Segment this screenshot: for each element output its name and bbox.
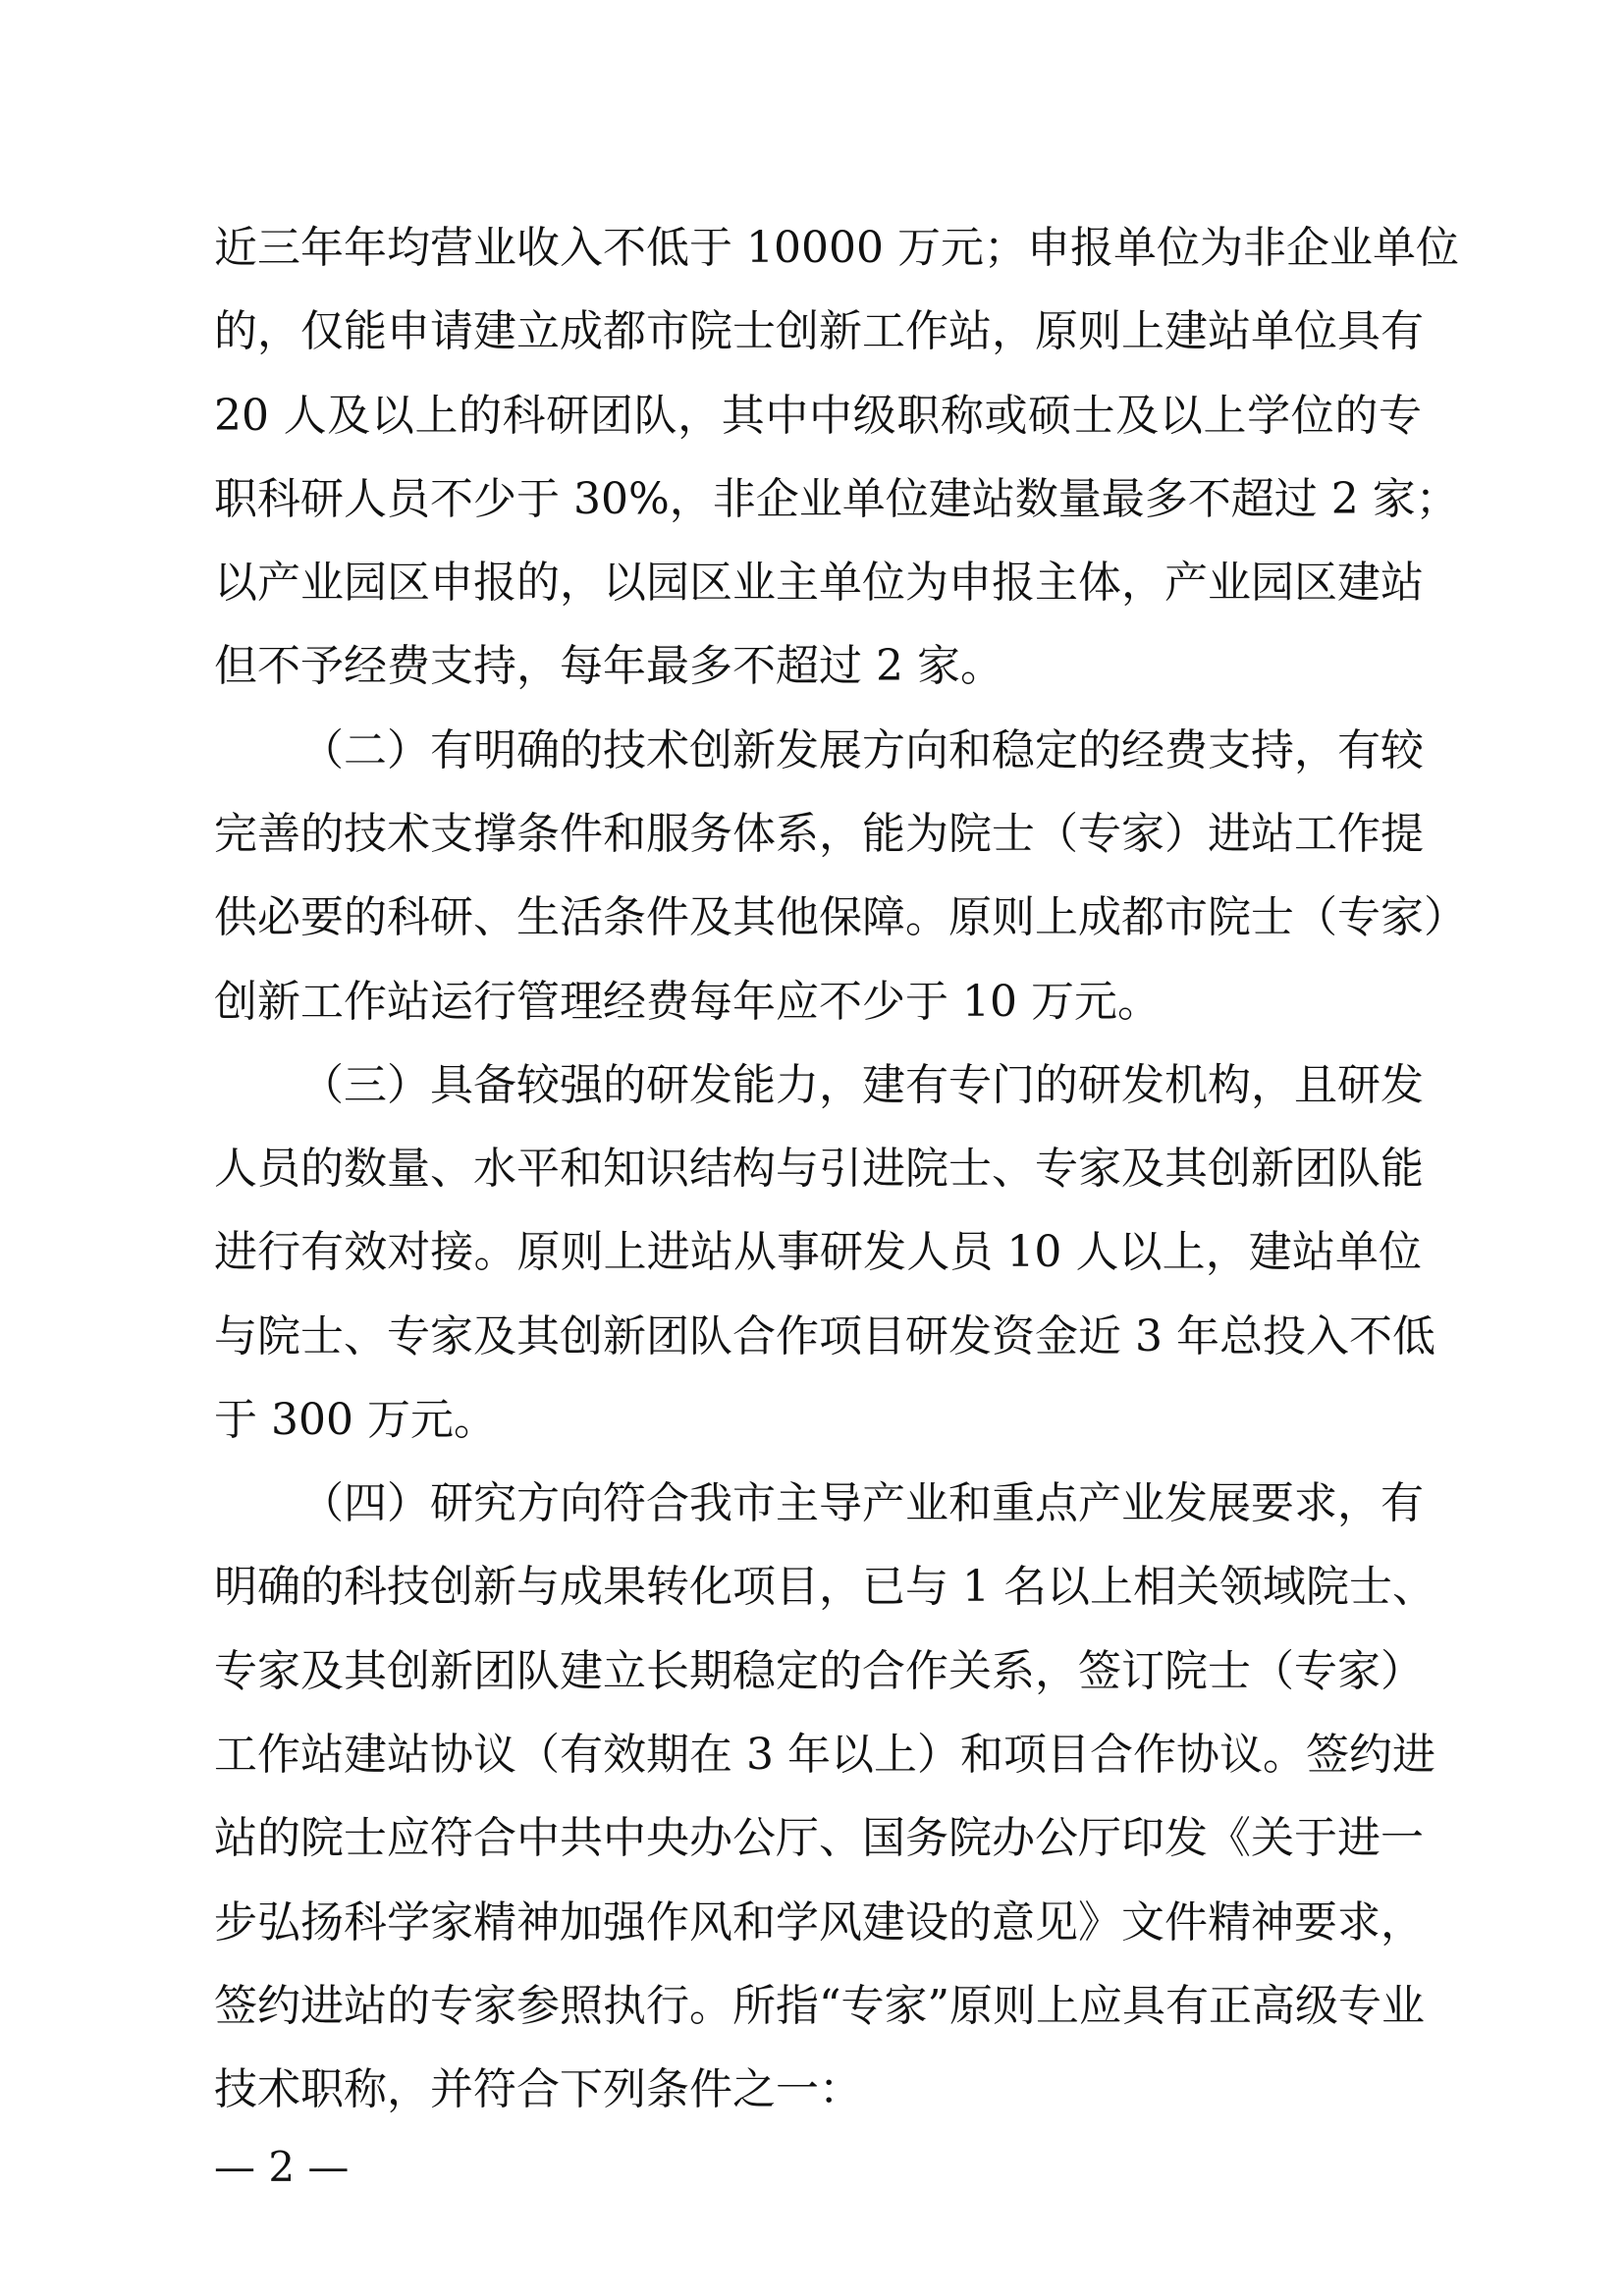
text-line: 人员的数量、水平和知识结构与引进院士、专家及其创新团队能 [214,1144,1424,1194]
text-line: 完善的技术支撑条件和服务体系，能为院士（专家）进站工作提 [214,809,1424,859]
text-line: 创新工作站运行管理经费每年应不少于 10 万元。 [214,977,1161,1027]
text-line: 20 人及以上的科研团队，其中中级职称或硕士及以上学位的专 [214,391,1422,441]
text-line: 进行有效对接。原则上进站从事研发人员 10 人以上，建站单位 [214,1227,1422,1277]
text-line: 以产业园区申报的，以园区业主单位为申报主体，产业园区建站 [214,558,1424,608]
text-line: 步弘扬科学家精神加强作风和学风建设的意见》文件精神要求， [214,1897,1424,1948]
text-line: 工作站建站协议（有效期在 3 年以上）和项目合作协议。签约进 [214,1730,1435,1780]
text-line: 但不予经费支持，每年最多不超过 2 家。 [214,641,1003,691]
text-line: 与院士、专家及其创新团队合作项目研发资金近 3 年总投入不低 [214,1311,1435,1362]
paragraph-three-first-line: （三）具备较强的研发能力，建有专门的研发机构，且研发 [300,1060,1424,1110]
text-line: 于 300 万元。 [214,1395,497,1445]
text-line: 站的院士应符合中共中央办公厅、国务院办公厅印发《关于进一 [214,1813,1424,1863]
text-line: 明确的科技创新与成果转化项目，已与 1 名以上相关领域院士、 [214,1562,1435,1612]
text-line: 近三年年均营业收入不低于 10000 万元；申报单位为非企业单位 [214,223,1459,273]
text-line: 职科研人员不少于 30%，非企业单位建站数量最多不超过 2 家； [214,474,1459,524]
paragraph-four-first-line: （四）研究方向符合我市主导产业和重点产业发展要求，有 [300,1478,1424,1528]
page-number: — 2 — [214,2143,350,2191]
text-line: 供必要的科研、生活条件及其他保障。原则上成都市院士（专家） [214,892,1467,942]
text-line: 专家及其创新团队建立长期稳定的合作关系，签订院士（专家） [214,1646,1424,1696]
paragraph-two-first-line: （二）有明确的技术创新发展方向和稳定的经费支持，有较 [300,725,1424,775]
text-line: 签约进站的专家参照执行。所指“专家”原则上应具有正高级专业 [214,1981,1425,2031]
text-line: 的，仅能申请建立成都市院士创新工作站，原则上建站单位具有 [214,306,1424,356]
text-line: 技术职称，并符合下列条件之一： [214,2064,862,2114]
